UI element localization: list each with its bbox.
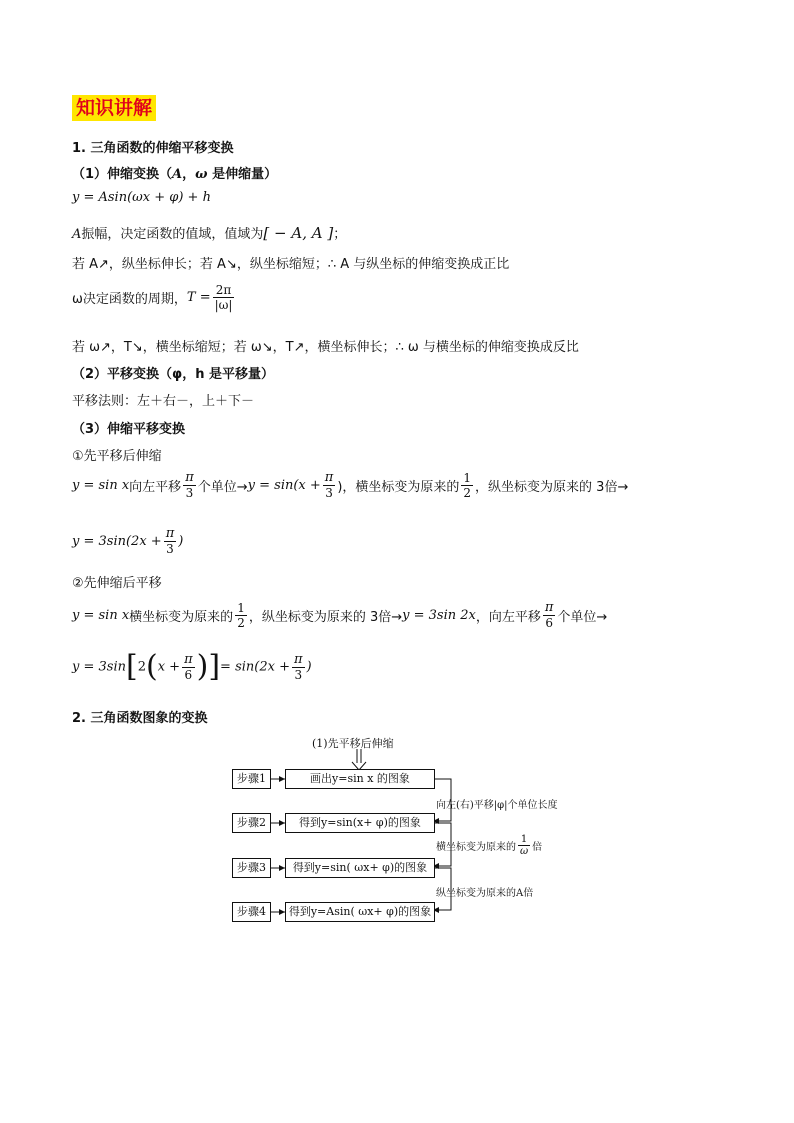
step-4-box: 得到y=Asin( ωx+ φ)的图象 (285, 902, 435, 922)
omega-relation-line: 若 ω↗，T↘，横坐标缩短；若 ω↘，T↗，横坐标伸长；∴ ω 与横坐标的伸缩变换成反比 (72, 340, 579, 355)
step-3-box: 得到y=sin( ωx+ φ)的图象 (285, 858, 435, 878)
amplitude-line: A振幅，决定函数的值域，值域为[ − A, A ]； (72, 224, 347, 242)
method-1-line-2: y = 3sin(2x + $\frac{\pi}{3}$ ) (72, 526, 184, 556)
step-1-box: 画出y=sin x 的图象 (285, 769, 435, 789)
step-2-label: 步骤2 (232, 813, 271, 833)
subsection-2-heading: （2）平移变换（φ，h 是平移量） (72, 367, 274, 382)
section-heading: 知识讲解 (72, 95, 156, 121)
method-1-title: ①先平移后伸缩 (72, 449, 162, 464)
period-line: ω决定函数的周期，T = $\frac{2\pi}{|\omega|}$ (72, 283, 233, 312)
step-2-box: 得到y=sin(x+ φ)的图象 (285, 813, 435, 833)
section-1-title: 1. 三角函数的伸缩平移变换 (72, 141, 234, 156)
shift-rule: 平移法则：左＋右－，上＋下－ (72, 394, 255, 409)
step-1-label: 步骤1 (232, 769, 271, 789)
amplitude-relation-line: 若 A↗，纵坐标伸长；若 A↘，纵坐标缩短；∴ A 与纵坐标的伸缩变换成正比 (72, 257, 510, 272)
transform-horizontal-label: 横坐标变为原来的 $\frac{1}{\omega}$ 倍 (436, 834, 543, 857)
method-2-line-1: y = sin x横坐标变为原来的 $\frac{1}{2}$ ，纵坐标变为原来的 3倍→y = 3sin 2x，向左平移 $\frac{\pi}{6}$ 个单位→ (72, 600, 608, 630)
subsection-3-heading: （3）伸缩平移变换 (72, 422, 186, 437)
method-1-line-1: y = sin x向左平移 $\frac{\pi}{3}$ 个单位→y = sin(x + $\frac{\pi}{3}$ )，横坐标变为原来的 $\frac{1}{2}$ ，纵坐标变为原来的 3倍→ (72, 470, 629, 500)
flowchart-top-label: (1)先平移后伸缩 (312, 737, 394, 750)
step-3-label: 步骤3 (232, 858, 271, 878)
section-2-title: 2. 三角函数图象的变换 (72, 711, 208, 726)
method-2-line-2: y = 3sin[2(x + $\frac{\pi}{6}$ )]= sin(2x + $\frac{\pi}{3}$ ) (72, 649, 312, 684)
method-2-title: ②先伸缩后平移 (72, 576, 162, 591)
transform-vertical-label: 纵坐标变为原来的A倍 (436, 888, 534, 899)
subsection-1-heading: （1）伸缩变换（A，ω 是伸缩量） (72, 167, 278, 182)
transform-shift-label: 向左(右)平移|φ|个单位长度 (436, 800, 558, 811)
step-4-label: 步骤4 (232, 902, 271, 922)
period-fraction: $\frac{2\pi}{|\omega|}$ (214, 283, 233, 312)
general-formula: y = Asin(ωx + φ) + h (72, 190, 211, 205)
